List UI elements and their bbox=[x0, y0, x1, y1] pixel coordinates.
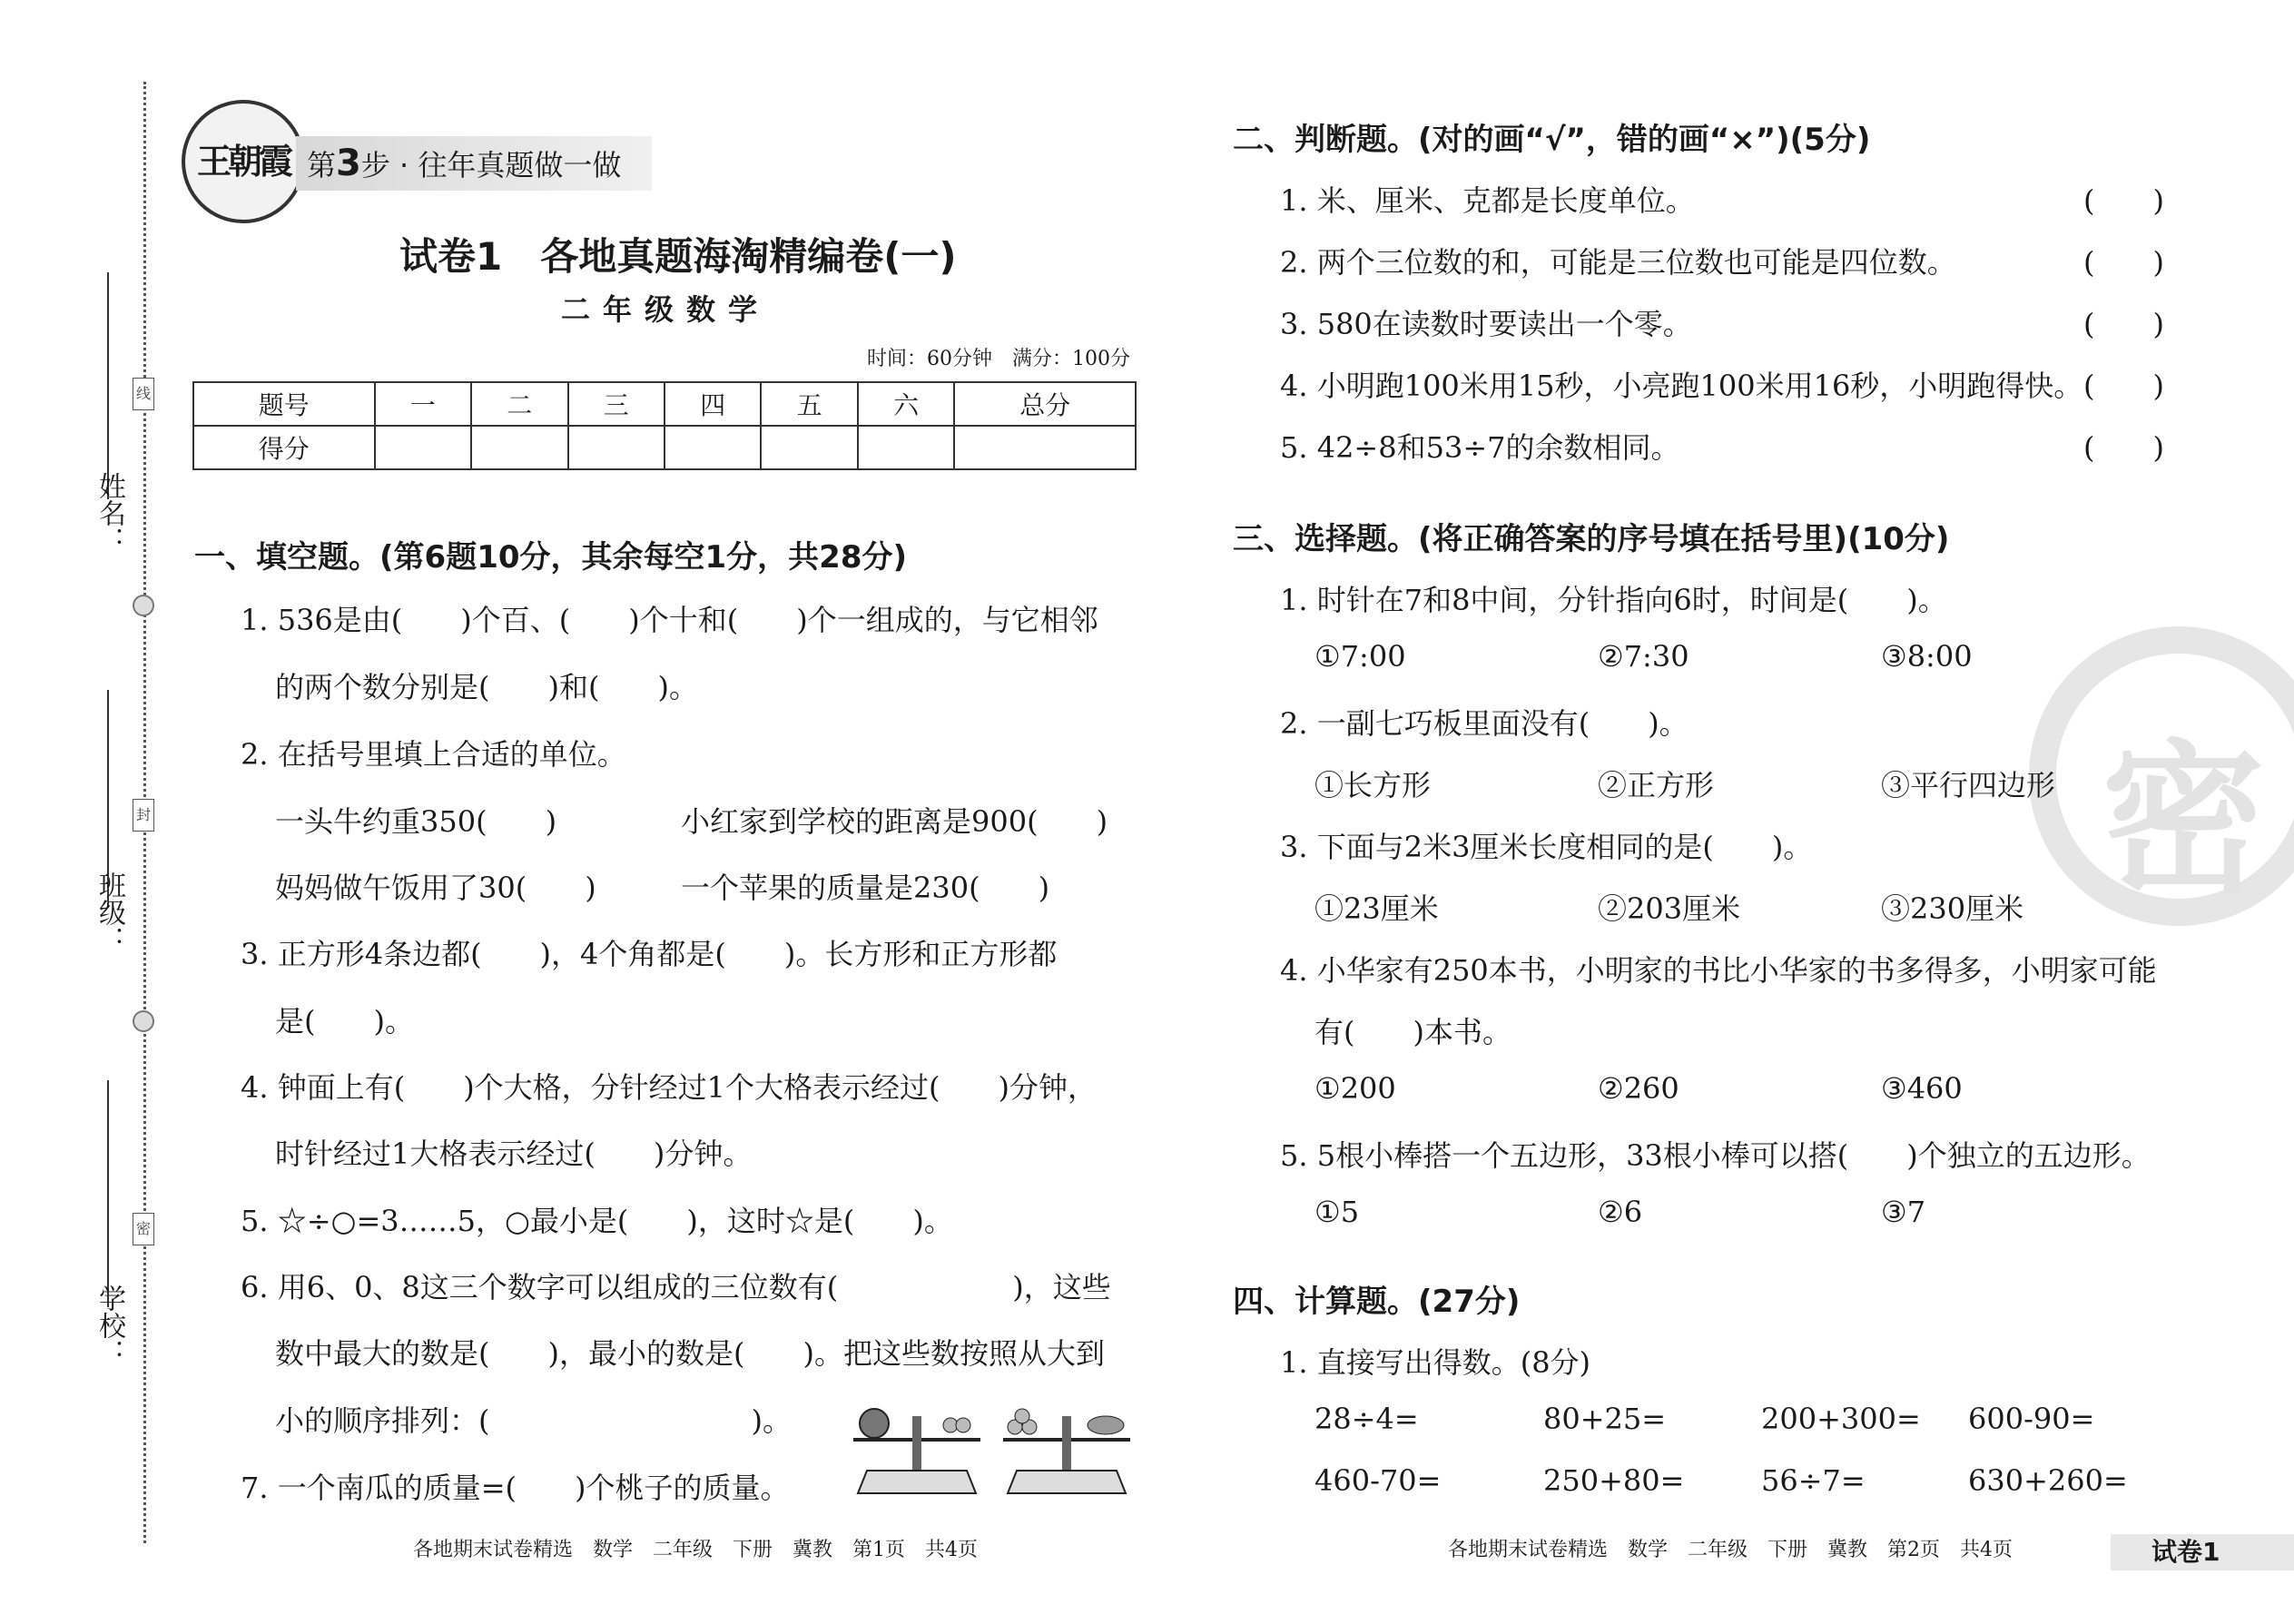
calc-item: 28÷4= bbox=[1314, 1402, 1419, 1436]
binding-ring-icon bbox=[133, 595, 154, 616]
question-line: 6. 用6、0、8这三个数字可以组成的三位数有( )，这些 bbox=[241, 1270, 1111, 1304]
balance-scale-peaches-icon bbox=[999, 1398, 1135, 1498]
section2-heading: 二、判断题。(对的画“√”，错的画“×”)(5分) bbox=[1233, 122, 1871, 158]
question-line: 1. 536是由( )个百、( )个十和( )个一组成的，与它相邻 bbox=[241, 603, 1098, 637]
score-input-cell[interactable] bbox=[954, 426, 1136, 469]
step-banner: 第3步 · 往年真题做一做 bbox=[296, 136, 652, 191]
choice-option[interactable]: ③平行四边形 bbox=[1881, 768, 2056, 802]
school-label: 学校： bbox=[94, 1284, 125, 1366]
answer-paren[interactable]: ( ) bbox=[2083, 183, 2164, 218]
answer-paren[interactable]: ( ) bbox=[2083, 245, 2164, 280]
question-line: 7. 一个南瓜的质量=( )个桃子的质量。 bbox=[241, 1471, 790, 1505]
binding-ring-icon bbox=[133, 1010, 154, 1032]
choice-question-cont: 有( )本书。 bbox=[1314, 1015, 1511, 1049]
score-input-cell[interactable] bbox=[375, 426, 471, 469]
score-header-cell: 六 bbox=[858, 382, 954, 426]
question-line: 5. ☆÷○=3……5，○最小是( )，这时☆是( )。 bbox=[241, 1204, 953, 1238]
judge-item: 5. 42÷8和53÷7的余数相同。 bbox=[1280, 430, 1680, 465]
paper-tab-label: 试卷1 bbox=[2151, 1537, 2220, 1567]
choice-question: 5. 5根小棒搭一个五边形，33根小棒可以搭( )个独立的五边形。 bbox=[1280, 1138, 2151, 1173]
choice-option[interactable]: ②260 bbox=[1598, 1071, 1679, 1106]
judge-item: 3. 580在读数时要读出一个零。 bbox=[1280, 307, 1692, 341]
score-header-cell: 一 bbox=[375, 382, 471, 426]
score-input-cell[interactable] bbox=[761, 426, 857, 469]
score-header-cell: 四 bbox=[665, 382, 761, 426]
question-line: 的两个数分别是( )和( )。 bbox=[275, 670, 698, 704]
choice-option[interactable]: ②6 bbox=[1598, 1195, 1643, 1229]
page-subtitle: 二年级数学 bbox=[561, 292, 771, 327]
seal-char-mi: 密 bbox=[133, 1213, 154, 1245]
choice-question: 2. 一副七巧板里面没有( )。 bbox=[1280, 706, 1689, 741]
choice-option[interactable]: ①200 bbox=[1314, 1071, 1396, 1106]
choice-option[interactable]: ①长方形 bbox=[1314, 768, 1432, 802]
page-title: 试卷1 各地真题海淘精编卷(一) bbox=[399, 234, 957, 279]
score-header-cell: 三 bbox=[568, 382, 665, 426]
score-input-cell[interactable] bbox=[568, 426, 665, 469]
question-line: 妈妈做午饭用了30( ) bbox=[275, 871, 596, 905]
choice-option[interactable]: ①5 bbox=[1314, 1195, 1360, 1229]
judge-item: 2. 两个三位数的和，可能是三位数也可能是四位数。 bbox=[1280, 245, 1956, 280]
score-header-cell: 题号 bbox=[193, 382, 375, 426]
time-info: 时间：60分钟 满分：100分 bbox=[867, 348, 1130, 370]
section3-heading: 三、选择题。(将正确答案的序号填在括号里)(10分) bbox=[1233, 521, 1950, 557]
choice-option[interactable]: ①7:00 bbox=[1314, 639, 1406, 674]
answer-paren[interactable]: ( ) bbox=[2083, 430, 2164, 465]
question-line: 数中最大的数是( )，最小的数是( )。把这些数按照从大到 bbox=[275, 1336, 1105, 1371]
choice-option[interactable]: ③8:00 bbox=[1881, 639, 1973, 674]
score-header-cell: 总分 bbox=[954, 382, 1136, 426]
calc-item: 460-70= bbox=[1314, 1463, 1442, 1498]
choice-question: 3. 下面与2米3厘米长度相同的是( )。 bbox=[1280, 830, 1813, 864]
calc-subheading: 1. 直接写出得数。(8分) bbox=[1280, 1345, 1591, 1380]
question-line: 一头牛约重350( ) bbox=[275, 804, 557, 839]
footer-right: 各地期末试卷精选 数学 二年级 下册 冀教 第2页 共4页 bbox=[1448, 1539, 2013, 1561]
score-input-cell[interactable] bbox=[471, 426, 567, 469]
choice-option[interactable]: ②7:30 bbox=[1598, 639, 1689, 674]
watermark-seal-icon: 密 bbox=[2029, 626, 2294, 926]
name-label: 姓名： bbox=[94, 472, 125, 554]
seal-char-xian: 线 bbox=[133, 378, 154, 410]
answer-paren[interactable]: ( ) bbox=[2083, 307, 2164, 341]
choice-option[interactable]: ②203厘米 bbox=[1598, 891, 1741, 926]
question-line: 2. 在括号里填上合适的单位。 bbox=[241, 737, 626, 772]
choice-option[interactable]: ③460 bbox=[1881, 1071, 1963, 1106]
choice-question: 1. 时针在7和8中间，分针指向6时，时间是( )。 bbox=[1280, 583, 1947, 617]
class-label: 班级： bbox=[94, 871, 125, 953]
question-line: 小的顺序排列：( )。 bbox=[275, 1403, 792, 1438]
score-row-label: 得分 bbox=[193, 426, 375, 469]
calc-item: 200+300= bbox=[1761, 1402, 1921, 1436]
calc-item: 56÷7= bbox=[1761, 1463, 1866, 1498]
school-line bbox=[107, 1080, 109, 1307]
section1-heading: 一、填空题。(第6题10分，其余每空1分，共28分) bbox=[194, 539, 908, 576]
seal-char-feng: 封 bbox=[133, 799, 154, 832]
score-input-cell[interactable] bbox=[665, 426, 761, 469]
score-header-cell: 五 bbox=[761, 382, 857, 426]
calc-item: 630+260= bbox=[1968, 1463, 2128, 1498]
choice-option[interactable]: ①23厘米 bbox=[1314, 891, 1439, 926]
calc-item: 600-90= bbox=[1968, 1402, 2095, 1436]
question-line: 小红家到学校的距离是900( ) bbox=[681, 804, 1108, 839]
question-line: 3. 正方形4条边都( )，4个角都是( )。长方形和正方形都 bbox=[241, 937, 1058, 971]
question-line: 一个苹果的质量是230( ) bbox=[681, 871, 1050, 905]
calc-item: 250+80= bbox=[1543, 1463, 1685, 1498]
name-line bbox=[107, 272, 109, 499]
judge-item: 4. 小明跑100米用15秒，小亮跑100米用16秒，小明跑得快。 bbox=[1280, 369, 2083, 403]
section4-heading: 四、计算题。(27分) bbox=[1233, 1284, 1521, 1320]
score-table bbox=[192, 381, 1137, 470]
question-line: 时针经过1大格表示经过( )分钟。 bbox=[275, 1137, 753, 1171]
choice-question: 4. 小华家有250本书，小明家的书比小华家的书多得多，小明家可能 bbox=[1280, 953, 2157, 988]
footer-left: 各地期末试卷精选 数学 二年级 下册 冀教 第1页 共4页 bbox=[413, 1539, 978, 1561]
balance-scale-pumpkin-icon bbox=[849, 1398, 985, 1498]
brand-logo: 王朝霞 bbox=[182, 100, 305, 223]
calc-item: 80+25= bbox=[1543, 1402, 1667, 1436]
question-line: 是( )。 bbox=[275, 1004, 414, 1038]
answer-paren[interactable]: ( ) bbox=[2083, 369, 2164, 403]
choice-option[interactable]: ②正方形 bbox=[1598, 768, 1715, 802]
score-header-cell: 二 bbox=[471, 382, 567, 426]
question-line: 4. 钟面上有( )个大格，分针经过1个大格表示经过( )分钟， bbox=[241, 1070, 1098, 1105]
choice-option[interactable]: ③230厘米 bbox=[1881, 891, 2024, 926]
score-input-cell[interactable] bbox=[858, 426, 954, 469]
judge-item: 1. 米、厘米、克都是长度单位。 bbox=[1280, 183, 1695, 218]
choice-option[interactable]: ③7 bbox=[1881, 1195, 1926, 1229]
